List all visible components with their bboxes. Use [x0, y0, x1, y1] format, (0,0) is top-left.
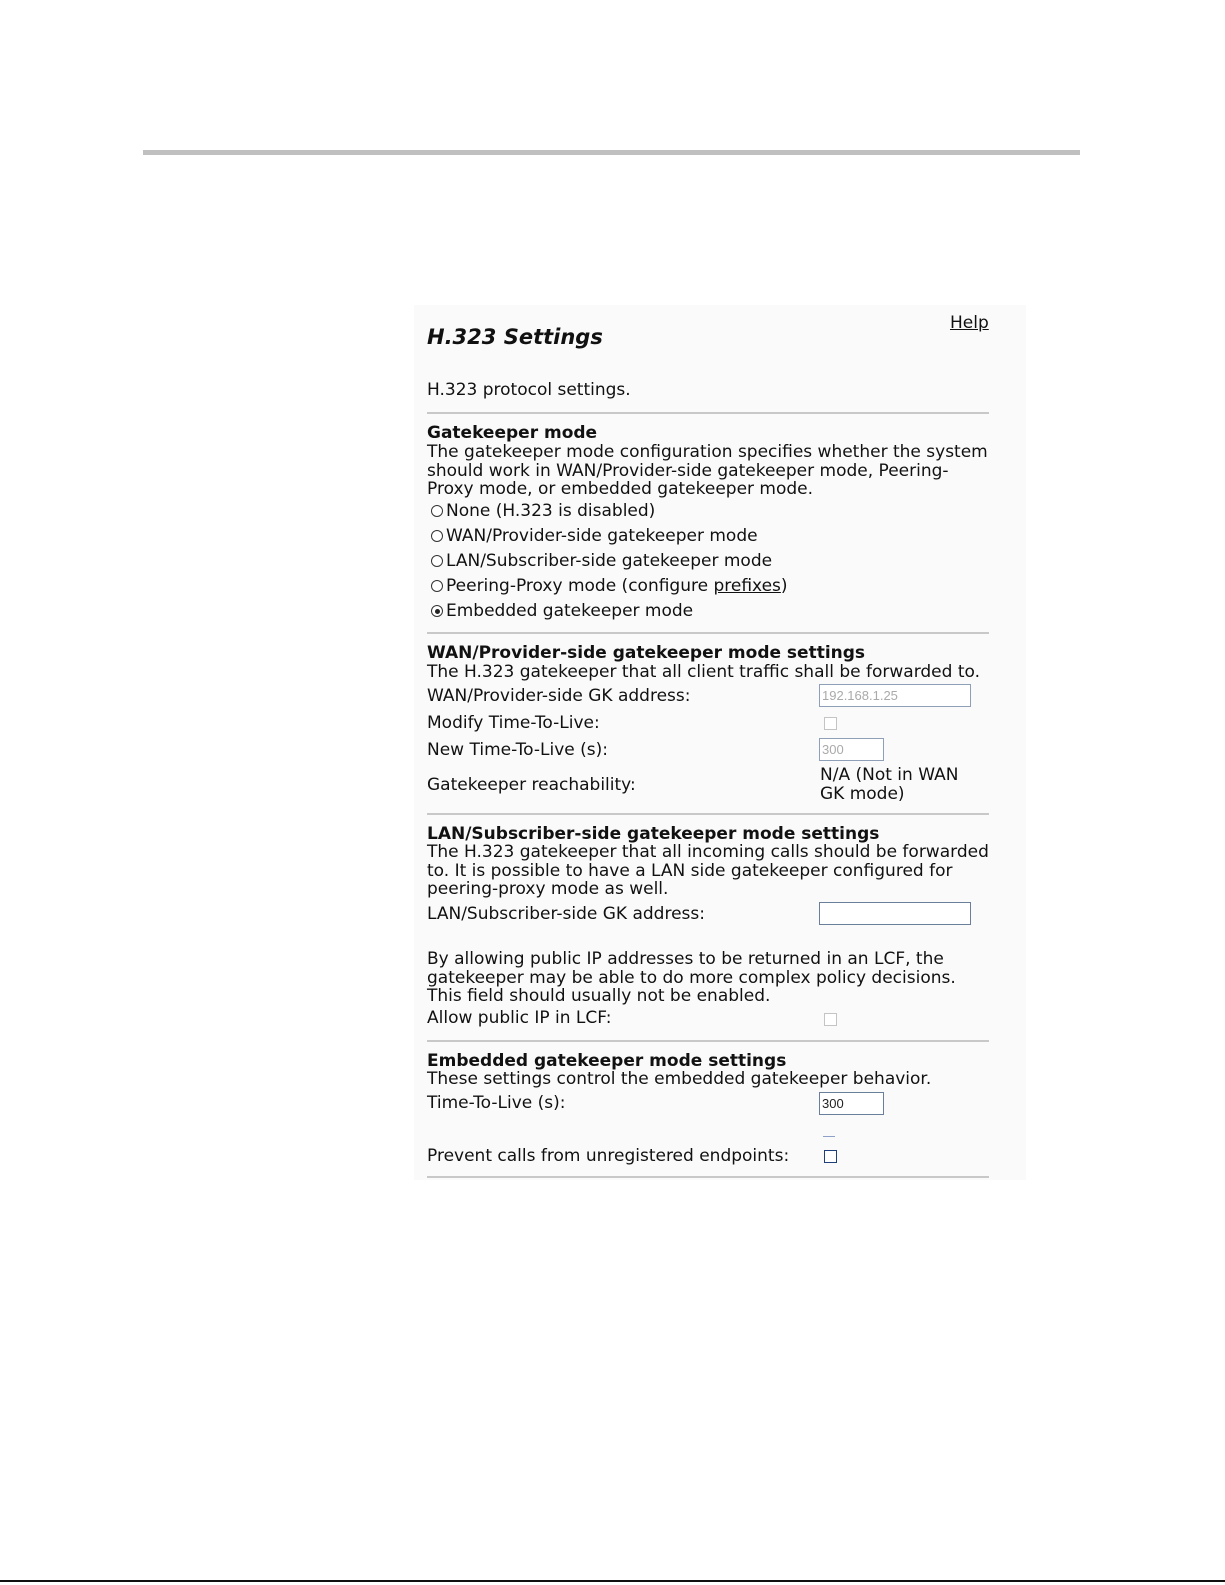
radio-option-label: Peering-Proxy mode (configure prefixes) [446, 576, 788, 596]
radio-option-peering-proxy[interactable] [431, 576, 788, 596]
radio-button[interactable] [431, 530, 443, 542]
gatekeeper-mode-desc: The gatekeeper mode configuration specifies whether the system should work in WAN/Provider-side gatekeeper mode, Peering- Proxy mode, or embedded gatekeeper mode. [427, 442, 988, 499]
radio-option-wan[interactable] [431, 526, 758, 546]
prevent-unregistered-label: Prevent calls from unregistered endpoints: [427, 1146, 790, 1166]
radio-option-none[interactable] [431, 501, 655, 521]
radio-option-label: WAN/Provider-side gatekeeper mode [446, 526, 758, 546]
embedded-settings-desc: These settings control the embedded gatekeeper behavior. [427, 1069, 932, 1089]
new-ttl-label: New Time-To-Live (s): [427, 740, 608, 760]
intro-text: H.323 protocol settings. [427, 380, 631, 400]
radio-option-label: LAN/Subscriber-side gatekeeper mode [446, 551, 773, 571]
radio-button-selected[interactable] [431, 605, 443, 617]
gatekeeper-reachability-label: Gatekeeper reachability: [427, 775, 636, 795]
ttl-input[interactable]: 300 [819, 1092, 884, 1115]
modify-ttl-checkbox[interactable] [824, 717, 837, 730]
wan-gk-address-input[interactable]: 192.168.1.25 [819, 684, 971, 707]
radio-option-label: Embedded gatekeeper mode [446, 601, 694, 621]
lan-settings-desc: The H.323 gatekeeper that all incoming calls should be forwarded to. It is possible to have a LAN side gatekeeper configured for peering-proxy mode as well. [427, 842, 989, 899]
wan-settings-heading: WAN/Provider-side gatekeeper mode settings [427, 643, 866, 663]
radio-button[interactable] [431, 555, 443, 567]
prevent-unregistered-checkbox[interactable] [824, 1150, 837, 1163]
gatekeeper-mode-heading: Gatekeeper mode [427, 423, 598, 443]
new-ttl-input[interactable]: 300 [819, 738, 884, 761]
ttl-label: Time-To-Live (s): [427, 1093, 566, 1113]
lan-gk-address-label: LAN/Subscriber-side GK address: [427, 904, 705, 924]
allow-public-ip-label: Allow public IP in LCF: [427, 1008, 612, 1028]
radio-option-lan[interactable] [431, 551, 772, 571]
modify-ttl-label: Modify Time-To-Live: [427, 713, 600, 733]
section-divider [427, 813, 989, 815]
radio-option-label: None (H.323 is disabled) [446, 501, 656, 521]
page-bottom-rule [0, 1580, 1225, 1582]
public-ip-desc: By allowing public IP addresses to be returned in an LCF, the gatekeeper may be able to do more complex policy decisions. This field should usually not be enabled. [427, 949, 956, 1006]
radio-button[interactable] [431, 505, 443, 517]
focus-marker [823, 1136, 835, 1137]
wan-settings-desc: The H.323 gatekeeper that all client traffic shall be forwarded to. [427, 662, 980, 682]
section-divider [427, 412, 989, 414]
section-divider [427, 1040, 989, 1042]
wan-gk-address-label: WAN/Provider-side GK address: [427, 686, 691, 706]
allow-public-ip-checkbox[interactable] [824, 1013, 837, 1026]
page-title: H.323 Settings [427, 325, 603, 349]
embedded-settings-heading: Embedded gatekeeper mode settings [427, 1051, 787, 1071]
radio-option-embedded[interactable] [431, 601, 693, 621]
gatekeeper-reachability-value: N/A (Not in WAN GK mode) [820, 765, 959, 804]
section-divider [427, 1176, 989, 1178]
lan-gk-address-input[interactable] [819, 902, 971, 925]
page-header-rule [143, 150, 1080, 155]
section-divider [427, 632, 989, 634]
radio-button[interactable] [431, 580, 443, 592]
help-link[interactable]: Help [950, 313, 989, 333]
lan-settings-heading: LAN/Subscriber-side gatekeeper mode settings [427, 824, 880, 844]
prefixes-link[interactable]: prefixes [713, 576, 781, 596]
